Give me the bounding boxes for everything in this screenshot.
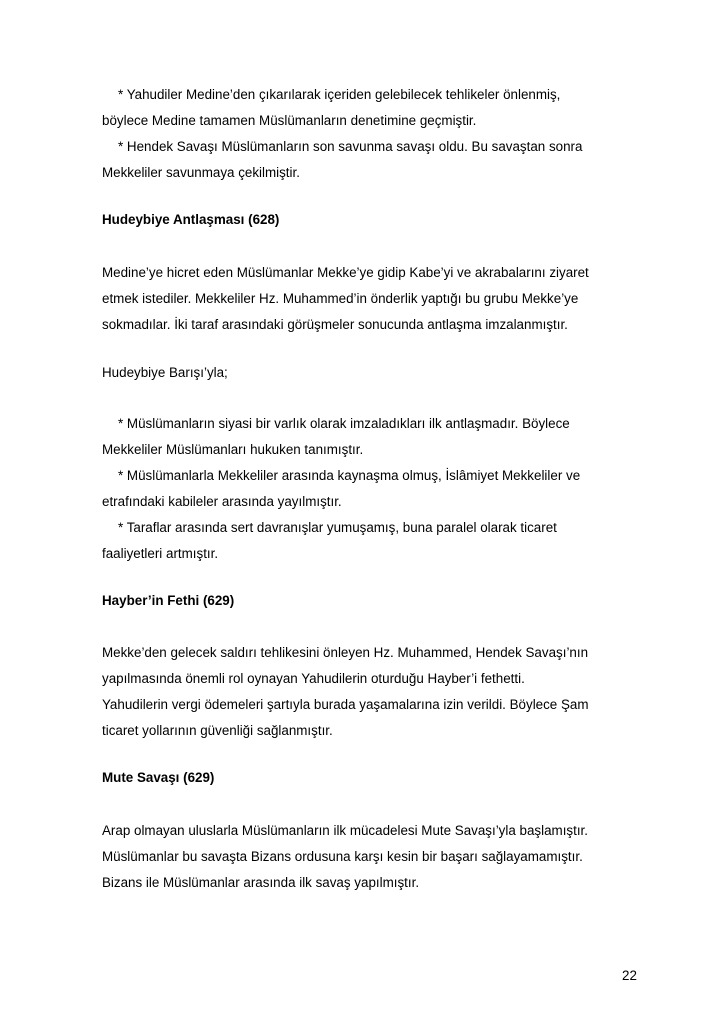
text-line: sokmadılar. İki taraf arasındaki görüşmeler sonucunda antlaşma imzalanmıştır. bbox=[102, 317, 568, 332]
text-line: yapılmasında önemli rol oynayan Yahudilerin oturduğu Hayber’i fethetti. bbox=[102, 671, 525, 686]
text-line: etmek istediler. Mekkeliler Hz. Muhammed’in önderlik yaptığı bu grubu Mekke’ye bbox=[102, 291, 579, 306]
text-line: etrafındaki kabileler arasında yayılmıştır. bbox=[102, 494, 342, 509]
text-line: Yahudilerin vergi ödemeleri şartıyla burada yaşamalarına izin verildi. Böylece Şam bbox=[102, 697, 589, 712]
section-heading-hayber: Hayber’in Fethi (629) bbox=[102, 593, 235, 608]
bullet-line: * Müslümanlarla Mekkeliler arasında kaynaşma olmuş, İslâmiyet Mekkeliler ve bbox=[118, 468, 581, 483]
text-line: Mekkeliler savunmaya çekilmiştir. bbox=[102, 165, 300, 180]
text-line: Bizans ile Müslümanlar arasında ilk savaş yapılmıştır. bbox=[102, 875, 420, 890]
text-line: Medine’ye hicret eden Müslümanlar Mekke’ye gidip Kabe’yi ve akrabalarını ziyaret bbox=[102, 265, 589, 280]
text-line: Mekkeliler Müslümanları hukuken tanımıştır. bbox=[102, 442, 364, 457]
text-line: ticaret yollarının güvenliği sağlanmıştır. bbox=[102, 723, 333, 738]
text-line: faaliyetleri artmıştır. bbox=[102, 546, 219, 561]
text-line: Müslümanlar bu savaşta Bizans ordusuna karşı kesin bir başarı sağlayamamıştır. bbox=[102, 849, 583, 864]
section-heading-mute: Mute Savaşı (629) bbox=[102, 770, 215, 785]
text-line: Arap olmayan uluslarla Müslümanların ilk mücadelesi Mute Savaşı’yla başlamıştır. bbox=[102, 823, 588, 838]
page-number: 22 bbox=[622, 968, 637, 983]
bullet-line: * Taraflar arasında sert davranışlar yumuşamış, buna paralel olarak ticaret bbox=[118, 520, 557, 535]
text-line: Mekke’den gelecek saldırı tehlikesini önleyen Hz. Muhammed, Hendek Savaşı’nın bbox=[102, 645, 589, 660]
bullet-line: * Hendek Savaşı Müslümanların son savunma savaşı oldu. Bu savaştan sonra bbox=[118, 139, 583, 154]
bullet-line: * Yahudiler Medine’den çıkarılarak içeriden gelebilecek tehlikeler önlenmiş, bbox=[118, 87, 561, 102]
bullet-line: * Müslümanların siyasi bir varlık olarak imzaladıkları ilk antlaşmadır. Böylece bbox=[118, 416, 570, 431]
section-heading-hudeybiye: Hudeybiye Antlaşması (628) bbox=[102, 212, 280, 227]
text-line: böylece Medine tamamen Müslümanların denetimine geçmiştir. bbox=[102, 113, 477, 128]
text-line: Hudeybiye Barışı’yla; bbox=[102, 365, 228, 380]
